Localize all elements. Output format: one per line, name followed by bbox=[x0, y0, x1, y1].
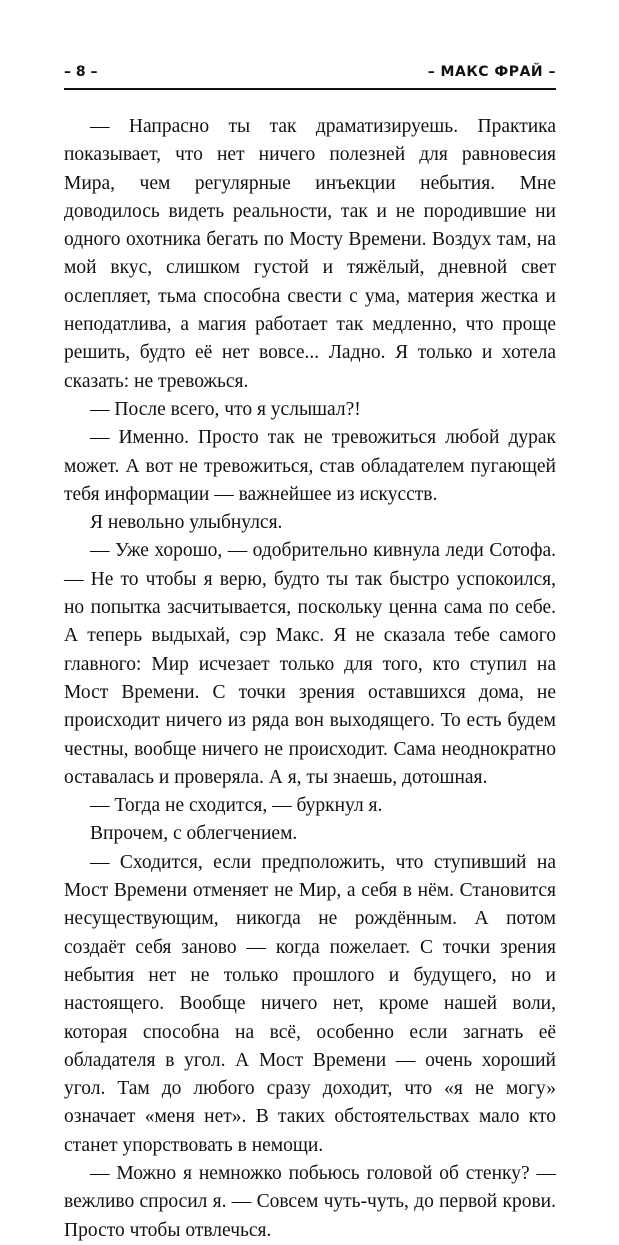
running-header bbox=[64, 64, 556, 86]
paragraph: Я невольно улыбнулся. bbox=[90, 512, 283, 534]
paragraph: — Именно. Просто так не тревожиться любой дурак может. А вот не тревожиться, став обладателем пугающей тебя информации — важнейшее из искусств. bbox=[64, 427, 556, 505]
body-text bbox=[64, 113, 556, 1245]
page-number: – 8 – bbox=[64, 64, 98, 80]
paragraph: — Уже хорошо, — одобрительно кивнула леди Сотофа. — Не то чтобы я верю, будто ты так быстро успокоился, но попытка засчитывается, поскольку ценна сама по себе. А теперь выдыхай, сэр Макс. Я не сказала тебе самого главного: Мир исчезает только для того, кто ступил на Мост Времени. С точки зрения оставшихся дома, не происходит ничего из ряда вон выходящего. То есть будем честны, вообще ничего не происходит. Сама неоднократно оставалась и проверяла. А я, ты знаешь, дотошная. bbox=[64, 540, 556, 788]
paragraph: Впрочем, с облегчением. bbox=[90, 823, 298, 845]
paragraph: — Сходится, если предположить, что ступивший на Мост Времени отменяет не Мир, а себя в нём. Становится несуществующим, никогда не рождённым. А потом создаёт себя заново — когда пожелает. С точки зрения небытия нет не только прошлого и будущего, но и настоящего. Вообще ничего нет, кроме нашей воли, которая способна на всё, особенно если загнать её обладателя в угол. А Мост Времени — очень хороший угол. Там до любого сразу доходит, что «я не могу» означает «меня нет». В таких обстоятельствах мало кто станет упорствовать в немощи. bbox=[64, 851, 556, 1156]
paragraph: — Напрасно ты так драматизируешь. Практика показывает, что нет ничего полезней для равновесия Мира, чем регулярные инъекции небытия. Мне доводилось видеть реальности, так и не породившие ни одного охотника бегать по Мосту Времени. Воздух там, на мой вкус, слишком густой и тяжёлый, дневной свет ослепляет, тьма способна свести с ума, материя жестка и неподатлива, а магия работает так медленно, что проще решить, будто её нет вовсе... Ладно. Я только и хотела сказать: не тревожься. bbox=[64, 116, 556, 392]
running-author: – МАКС ФРАЙ – bbox=[427, 64, 556, 80]
paragraph: — Тогда не сходится, — буркнул я. bbox=[90, 795, 383, 817]
header-rule bbox=[64, 88, 556, 90]
paragraph: — Можно я немножко побьюсь головой об стенку? — вежливо спросил я. — Совсем чуть-чуть, до первой крови. Просто чтобы отвлечься. bbox=[64, 1162, 556, 1241]
paragraph: — После всего, что я услышал?! bbox=[90, 398, 361, 420]
